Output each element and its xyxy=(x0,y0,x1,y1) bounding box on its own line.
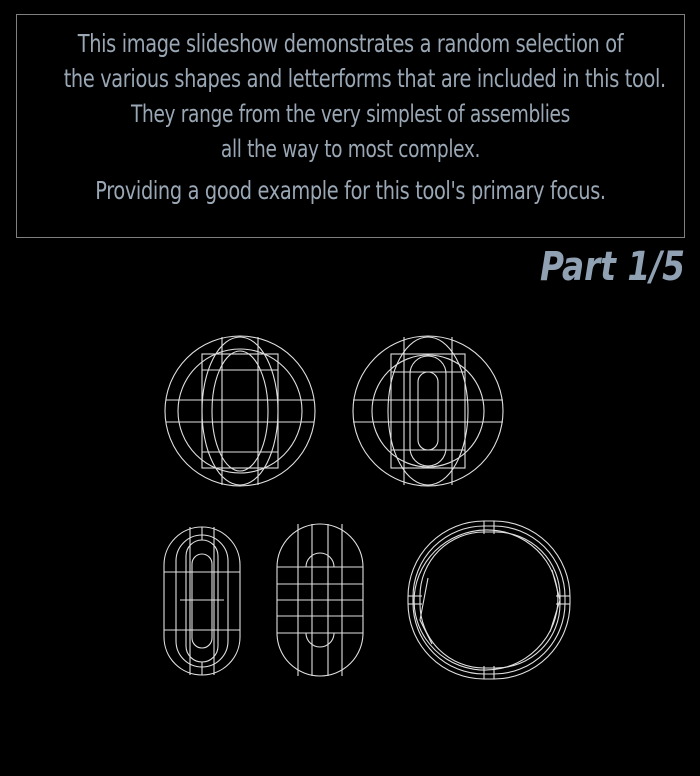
intro-line-5: Providing a good example for this tool's primary focus. xyxy=(95,176,606,205)
wireframe-narrow-zero xyxy=(164,527,240,675)
wireframe-dollar-capsule xyxy=(277,524,363,676)
wireframe-o-circle xyxy=(165,336,315,486)
intro-line-4: all the way to most complex. xyxy=(220,135,481,163)
wireframe-thin-ring xyxy=(401,517,571,684)
wireframe-zero-circle xyxy=(353,336,503,486)
part-label: Part 1/5 xyxy=(540,244,685,290)
intro-line-2: the various shapes and letterforms that are included in this tool. xyxy=(63,64,666,93)
intro-line-1: This image slideshow demonstrates a random selection of xyxy=(77,29,624,58)
intro-line-3: They range from the very simplest of assemblies xyxy=(131,100,570,128)
